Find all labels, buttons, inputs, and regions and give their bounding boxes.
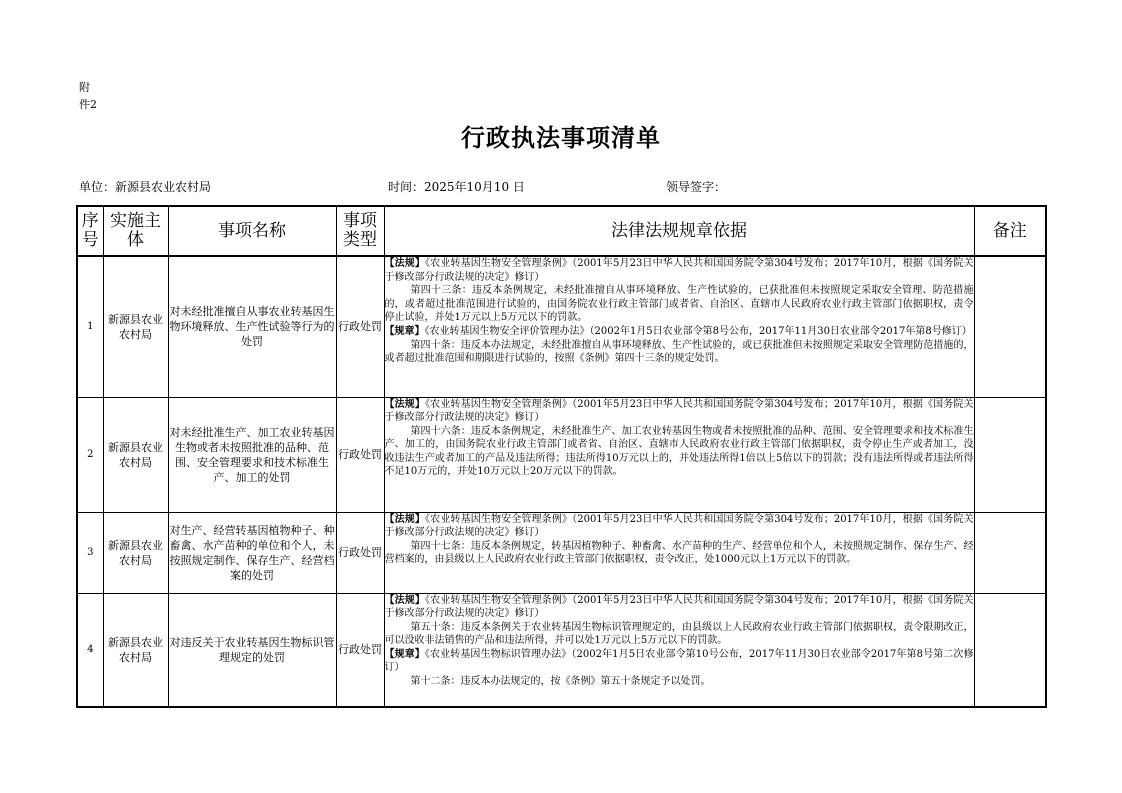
legal-basis-text: 第四十条：违反本办法规定，未经批准擅自从事环境释放、生产性试验的，或已获批准但未按照规定采取安全管理防范措施的，或者超过批准范围和期限进行试验的，按照《条例》第四十三条的规定处罚。 — [384, 339, 974, 365]
row-legal-basis — [384, 593, 974, 707]
legal-basis-text: 第五十条：违反本条例关于农业转基因生物标识管理规定的，由县级以上人民政府农业行政主管部门依据职权，责令限期改正，可以没收非法销售的产品和违法所得，并可以处1万元以上5万元以下的罚款。 — [384, 621, 974, 647]
legal-basis-tag: 【法规】 — [384, 398, 426, 410]
row-remark — [974, 512, 1046, 593]
row-item-name: 对未经批准生产、加工农业转基因生物或者未按照批准的品种、范围、安全管理要求和技术标准生产、加工的处罚 — [168, 397, 336, 512]
legal-basis-text: 《农业转基因生物安全管理条例》（2001年5月23日中华人民共和国国务院令第304号发布；2017年10月，根据《国务院关于修改部分行政法规的决定》修订） — [384, 258, 974, 283]
row-item-name: 对生产、经营转基因植物种子、种畜禽、水产苗种的单位和个人，未按照规定制作、保存生产、经营档案的处罚 — [168, 512, 336, 593]
table-body — [77, 256, 1046, 707]
table-row — [77, 593, 1046, 707]
row-legal-basis — [384, 256, 974, 397]
header-seq: 序号 — [77, 206, 103, 256]
legal-basis-text: 第四十三条：违反本条例规定，未经批准擅自从事环境释放、生产性试验的，已获批准但未按照规定采取安全管理、防范措施的，或者超过批准范围进行试验的，由国务院农业行政主管部门或者省、自治区、直辖市人民政府农业行政主管部门依据职权，责令停止试验，并处1万元以上5万元以下的罚款。 — [384, 285, 974, 324]
table-row — [77, 397, 1046, 512]
row-item-name: 对未经批准擅自从事农业转基因生物环境释放、生产性试验等行为的处罚 — [168, 256, 336, 397]
legal-basis-paragraph — [385, 325, 974, 339]
attachment-line-1: 附 — [79, 81, 90, 94]
page-title: 行政执法事项清单 — [461, 123, 661, 152]
row-subject: 新源县农业农村局 — [103, 512, 168, 593]
legal-basis-tag: 【法规】 — [384, 258, 426, 269]
legal-basis-paragraph — [385, 675, 974, 689]
legal-basis-paragraph — [385, 594, 974, 621]
legal-basis-tag: 【规章】 — [384, 325, 425, 337]
row-subject: 新源县农业农村局 — [103, 593, 168, 707]
header-legal-basis: 法律法规规章依据 — [384, 206, 974, 256]
table-header-row — [77, 206, 1046, 256]
enforcement-items-table — [76, 205, 1047, 708]
legal-basis-paragraph — [385, 513, 974, 540]
legal-basis-text: 第四十六条：违反本条例规定，未经批准生产、加工农业转基因生物或者未按照批准的品种、范围、安全管理要求和技术标准生产、加工的，由国务院农业行政主管部门或者省、自治区、直辖市人民政府农业行政主管部门依据职权，责令停止生产或者加工，没收违法生产或者加工的产品及违法所得；违法所得10万元以上的，并处违法所得1倍以上5倍以下的罚款；没有违法所得或者违法所得不足10万元的，并处10万元以上20万元以下的罚款。 — [384, 425, 974, 478]
row-item-type: 行政处罚 — [336, 256, 384, 397]
legal-basis-text: 《农业转基因生物安全管理条例》（2001年5月23日中华人民共和国国务院令第304号发布；2017年10月，根据《国务院关于修改部分行政法规的决定》修订） — [384, 398, 974, 424]
legal-basis-paragraph — [385, 339, 974, 366]
row-seq: 3 — [77, 512, 103, 593]
legal-basis-paragraph — [385, 540, 974, 567]
legal-basis-text: 《农业转基因生物安全管理条例》（2001年5月23日中华人民共和国国务院令第304号发布；2017年10月，根据《国务院关于修改部分行政法规的决定》修订） — [384, 594, 974, 620]
unit-label: 单位：新源县农业农村局 — [79, 180, 212, 194]
row-seq: 2 — [77, 397, 103, 512]
row-seq: 1 — [77, 256, 103, 397]
leader-signature-label: 领导签字： — [666, 180, 727, 194]
row-legal-basis — [384, 512, 974, 593]
legal-basis-paragraph — [385, 257, 974, 284]
legal-basis-paragraph — [385, 398, 974, 425]
header-item-type: 事项类型 — [336, 206, 384, 256]
date-label: 时间：2025年10月10 日 — [388, 180, 525, 194]
row-remark — [974, 397, 1046, 512]
header-subject: 实施主体 — [103, 206, 168, 256]
legal-basis-tag: 【法规】 — [384, 594, 426, 606]
row-subject: 新源县农业农村局 — [103, 397, 168, 512]
table-row — [77, 256, 1046, 397]
header-remark: 备注 — [974, 206, 1046, 256]
attachment-label — [79, 79, 97, 113]
row-item-type: 行政处罚 — [336, 593, 384, 707]
legal-basis-paragraph — [385, 284, 974, 325]
row-item-name: 对违反关于农业转基因生物标识管理规定的处罚 — [168, 593, 336, 707]
row-item-type: 行政处罚 — [336, 512, 384, 593]
legal-basis-text: 《农业转基因生物安全评价管理办法》（2002年1月5日农业部令第8号公布，2017年11月30日农业部令2017年第8号修订） — [424, 325, 972, 337]
legal-basis-paragraph — [385, 648, 974, 675]
legal-basis-text: 《农业转基因生物安全管理条例》（2001年5月23日中华人民共和国国务院令第304号发布；2017年10月，根据《国务院关于修改部分行政法规的决定》修订） — [384, 513, 974, 539]
legal-basis-text: 第十二条：违反本办法规定的，按《条例》第五十条规定予以处罚。 — [410, 676, 711, 688]
legal-basis-tag: 【规章】 — [384, 648, 425, 660]
row-remark — [974, 256, 1046, 397]
row-subject: 新源县农业农村局 — [103, 256, 168, 397]
legal-basis-paragraph — [385, 621, 974, 648]
table-row — [77, 512, 1046, 593]
legal-basis-paragraph — [385, 425, 974, 479]
legal-basis-text: 第四十七条：违反本条例规定，转基因植物种子、种畜禽、水产苗种的生产、经营单位和个人，未按照规定制作、保存生产、经营档案的，由县级以上人民政府农业行政主管部门依据职权，责令改正，处1000元以上1万元以下的罚款。 — [384, 540, 974, 566]
attachment-line-2: 件2 — [79, 98, 97, 111]
legal-basis-text: 《农业转基因生物标识管理办法》（2002年1月5日农业部令第10号公布，2017年11月30日农业部令2017年第8号第二次修订） — [384, 648, 974, 674]
row-seq: 4 — [77, 593, 103, 707]
legal-basis-tag: 【法规】 — [384, 513, 426, 525]
row-remark — [974, 593, 1046, 707]
row-legal-basis — [384, 397, 974, 512]
row-item-type: 行政处罚 — [336, 397, 384, 512]
header-item-name: 事项名称 — [168, 206, 336, 256]
